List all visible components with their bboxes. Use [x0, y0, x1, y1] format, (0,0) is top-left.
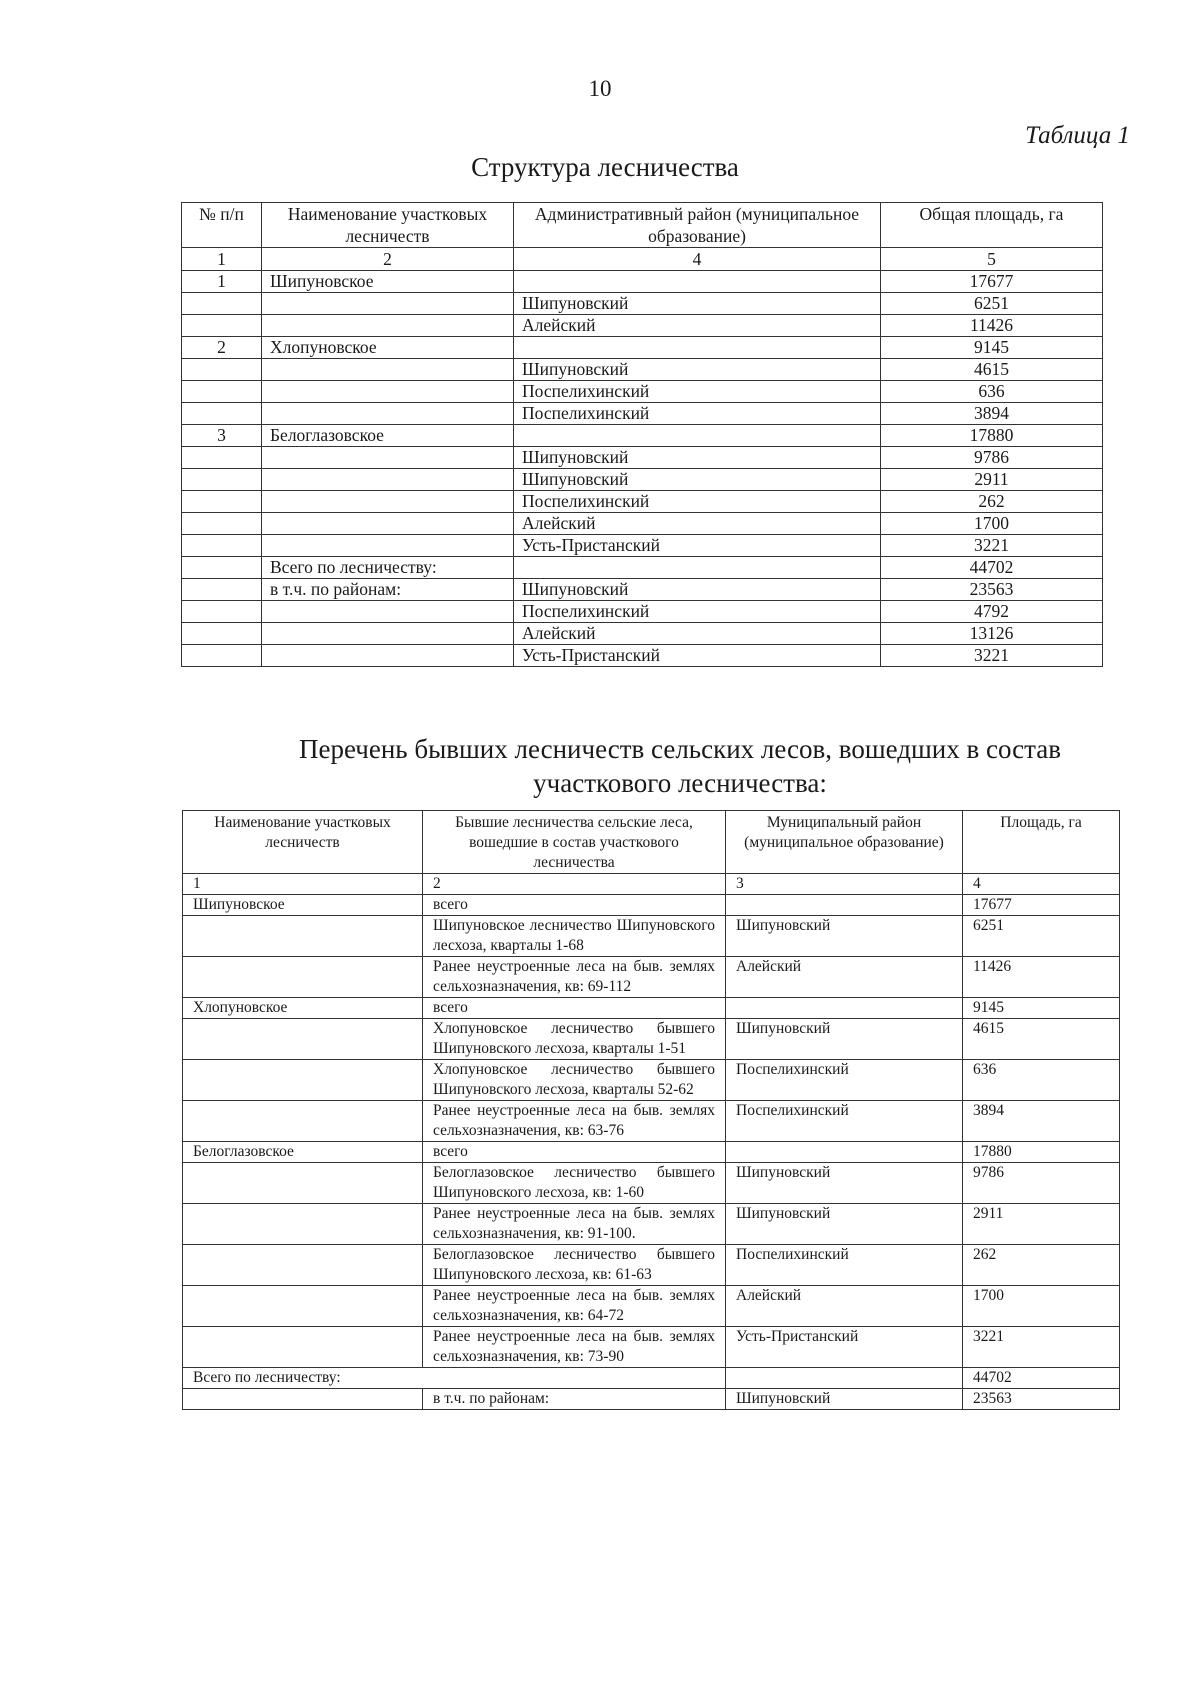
table2-header-cell: Наименование участковых лесничеств	[183, 811, 423, 874]
table2-cell: 17880	[963, 1142, 1120, 1163]
table1-cell: Поспелихинский	[514, 601, 881, 623]
table-row	[183, 1327, 1120, 1368]
table-row	[182, 271, 1103, 293]
table1-cell	[182, 513, 262, 535]
table2-cell: всего	[423, 1142, 726, 1163]
table2-cell: Хлопуновское лесничество бывшего Шипуновского лесхоза, кварталы 1-51	[423, 1019, 726, 1060]
table1-cell: Усть-Пристанский	[514, 535, 881, 557]
table2-cell	[183, 957, 423, 998]
table1-cell: 13126	[881, 623, 1103, 645]
table1-cell	[262, 315, 514, 337]
table1-number-cell: 1	[182, 248, 262, 271]
table2-cell: Белоглазовское	[183, 1142, 423, 1163]
table1-cell: Шипуновское	[262, 271, 514, 293]
table1-cell: Белоглазовское	[262, 425, 514, 447]
table2-cell	[183, 916, 423, 957]
table1-cell	[182, 359, 262, 381]
table2-cell	[726, 1368, 963, 1389]
table1-cell	[262, 645, 514, 667]
table1-cell	[182, 645, 262, 667]
table2-cell: 9786	[963, 1163, 1120, 1204]
table2-cell: 4615	[963, 1019, 1120, 1060]
table2-cell	[183, 1163, 423, 1204]
table2-cell: Шипуновский	[726, 1204, 963, 1245]
table2-cell: Ранее неустроенные леса на быв. землях сельхозназначения, кв: 64-72	[423, 1286, 726, 1327]
table1-header-cell: Наименование участковых лесничеств	[262, 203, 514, 248]
table1-cell	[182, 403, 262, 425]
table1-cell	[262, 381, 514, 403]
table-row	[182, 535, 1103, 557]
table-row	[182, 359, 1103, 381]
table1-cell: 262	[881, 491, 1103, 513]
table-row	[183, 957, 1120, 998]
table2-cell	[726, 895, 963, 916]
table1-cell: в т.ч. по районам:	[262, 579, 514, 601]
table1-cell: Поспелихинский	[514, 491, 881, 513]
table2-cell: 1700	[963, 1286, 1120, 1327]
table1-cell: 23563	[881, 579, 1103, 601]
table1-cell: Всего по лесничеству:	[262, 557, 514, 579]
table1-cell	[182, 293, 262, 315]
table1-cell: 4792	[881, 601, 1103, 623]
table2-header-cell: Муниципальный район (муниципальное образование)	[726, 811, 963, 874]
table1-cell	[182, 469, 262, 491]
table1-cell	[262, 513, 514, 535]
table1-cell: Поспелихинский	[514, 381, 881, 403]
table-row	[182, 381, 1103, 403]
table1-cell: 6251	[881, 293, 1103, 315]
table-row	[183, 1245, 1120, 1286]
table1-cell	[514, 557, 881, 579]
table2-cell	[183, 1286, 423, 1327]
table2-total-row	[183, 1368, 1120, 1389]
table2-cell: всего	[423, 998, 726, 1019]
table-row	[182, 293, 1103, 315]
table-row	[182, 337, 1103, 359]
table2-cell	[726, 998, 963, 1019]
table-label: Таблица 1	[1025, 122, 1130, 149]
table1-cell	[182, 447, 262, 469]
table1-cell: 17880	[881, 425, 1103, 447]
table2-district-name: Шипуновский	[726, 1389, 963, 1410]
table2-cell	[183, 1245, 423, 1286]
table1-cell	[262, 293, 514, 315]
table1-cell	[514, 425, 881, 447]
table2-cell	[183, 1389, 423, 1410]
table-row	[182, 469, 1103, 491]
table2-cell: Ранее неустроенные леса на быв. землях сельхозназначения, кв: 63-76	[423, 1101, 726, 1142]
table2-cell	[183, 1060, 423, 1101]
table1-cell: Шипуновский	[514, 469, 881, 491]
table1-cell	[262, 601, 514, 623]
table1-cell	[182, 601, 262, 623]
table1-cell: 9145	[881, 337, 1103, 359]
table2-cell: Шипуновское лесничество Шипуновского лесхоза, кварталы 1-68	[423, 916, 726, 957]
table-row	[182, 557, 1103, 579]
table2-cell: Хлопуновское лесничество бывшего Шипуновского лесхоза, кварталы 52-62	[423, 1060, 726, 1101]
table2-cell: 2911	[963, 1204, 1120, 1245]
table2-body	[183, 895, 1120, 1368]
table1-cell	[514, 271, 881, 293]
table1-cell: Хлопуновское	[262, 337, 514, 359]
table2-cell: всего	[423, 895, 726, 916]
table2-cell: Усть-Пристанский	[726, 1327, 963, 1368]
table1-cell: Шипуновский	[514, 579, 881, 601]
table2-district-row	[183, 1389, 1120, 1410]
table2-cell: Белоглазовское лесничество бывшего Шипуновского лесхоза, кв: 1-60	[423, 1163, 726, 1204]
table1-cell	[262, 447, 514, 469]
table2-cell: 11426	[963, 957, 1120, 998]
table-row	[183, 916, 1120, 957]
table2-cell	[183, 1019, 423, 1060]
table1-header-cell: Административный район (муниципальное образование)	[514, 203, 881, 248]
table2-header-cell: Бывшие лесничества сельские леса, вошедшие в состав участкового лесничества	[423, 811, 726, 874]
table-row	[182, 513, 1103, 535]
table1-cell: Шипуновский	[514, 293, 881, 315]
table1-cell	[262, 491, 514, 513]
table1-number-cell: 4	[514, 248, 881, 271]
table2-cell: 3221	[963, 1327, 1120, 1368]
table-row	[183, 1204, 1120, 1245]
table1-cell: Шипуновский	[514, 447, 881, 469]
table1-cell	[182, 557, 262, 579]
table-row	[183, 1142, 1120, 1163]
table1-cell: 3	[182, 425, 262, 447]
table1-cell	[262, 359, 514, 381]
table1-cell	[182, 491, 262, 513]
table2-cell	[183, 1101, 423, 1142]
table2-number-cell: 4	[963, 874, 1120, 895]
table1-cell: Алейский	[514, 315, 881, 337]
table1-cell: 1	[182, 271, 262, 293]
table2-cell: Шипуновский	[726, 1019, 963, 1060]
table2-cell: Алейский	[726, 957, 963, 998]
table1-cell: 3221	[881, 645, 1103, 667]
table1-cell: 3221	[881, 535, 1103, 557]
table1-number-cell: 5	[881, 248, 1103, 271]
table1-cell	[262, 403, 514, 425]
table1-cell: Поспелихинский	[514, 403, 881, 425]
table1-cell: 17677	[881, 271, 1103, 293]
table1-number-cell: 2	[262, 248, 514, 271]
table2-cell: Ранее неустроенные леса на быв. землях сельхозназначения, кв: 69-112	[423, 957, 726, 998]
table-row	[183, 1163, 1120, 1204]
table-row	[183, 1101, 1120, 1142]
table1-cell	[262, 623, 514, 645]
table-row	[183, 895, 1120, 916]
table1-header-cell: № п/п	[182, 203, 262, 248]
table2-number-cell: 1	[183, 874, 423, 895]
table2-cell: Шипуновское	[183, 895, 423, 916]
table1-cell	[182, 315, 262, 337]
table2-cell: 262	[963, 1245, 1120, 1286]
table2-cell	[183, 1327, 423, 1368]
table2-total-label: Всего по лесничеству:	[183, 1368, 726, 1389]
table1-title: Структура лесничества	[471, 152, 739, 182]
table2-cell: Поспелихинский	[726, 1101, 963, 1142]
table1-cell: 44702	[881, 557, 1103, 579]
page-number: 10	[588, 76, 612, 101]
table2-cell: Шипуновский	[726, 916, 963, 957]
former-forestries-table	[182, 810, 1120, 1410]
table2-cell	[183, 1204, 423, 1245]
table2-district-label: в т.ч. по районам:	[423, 1389, 726, 1410]
table-row	[183, 1060, 1120, 1101]
forestry-structure-table	[181, 202, 1103, 667]
table2-cell: 6251	[963, 916, 1120, 957]
table1-cell	[514, 337, 881, 359]
table1-cell: Шипуновский	[514, 359, 881, 381]
table-row	[183, 998, 1120, 1019]
table-row	[182, 491, 1103, 513]
table2-cell: 636	[963, 1060, 1120, 1101]
table1-cell	[262, 535, 514, 557]
table1-cell: 2911	[881, 469, 1103, 491]
table-row	[182, 601, 1103, 623]
table-row	[182, 623, 1103, 645]
table2-cell: Поспелихинский	[726, 1060, 963, 1101]
table2-cell: Белоглазовское лесничество бывшего Шипуновского лесхоза, кв: 61-63	[423, 1245, 726, 1286]
table2-cell: Поспелихинский	[726, 1245, 963, 1286]
table1-cell	[182, 579, 262, 601]
table1-number-row	[182, 248, 1103, 271]
table2-number-row	[183, 874, 1120, 895]
table-row	[182, 315, 1103, 337]
table1-body	[182, 271, 1103, 667]
table2-district-value: 23563	[963, 1389, 1120, 1410]
table2-cell: Ранее неустроенные леса на быв. землях сельхозназначения, кв: 73-90	[423, 1327, 726, 1368]
table2-header-cell: Площадь, га	[963, 811, 1120, 874]
table2-total-value: 44702	[963, 1368, 1120, 1389]
table1-cell: 4615	[881, 359, 1103, 381]
table2-cell: 9145	[963, 998, 1120, 1019]
table1-cell: 11426	[881, 315, 1103, 337]
table2-cell: Алейский	[726, 1286, 963, 1327]
table1-cell: Алейский	[514, 513, 881, 535]
table1-cell	[182, 623, 262, 645]
table1-cell: 636	[881, 381, 1103, 403]
table1-header-cell: Общая площадь, га	[881, 203, 1103, 248]
table2-header-row	[183, 811, 1120, 874]
table-row	[183, 1286, 1120, 1327]
table2-number-cell: 2	[423, 874, 726, 895]
table1-cell: 1700	[881, 513, 1103, 535]
table2-cell: Шипуновский	[726, 1163, 963, 1204]
table-row	[182, 645, 1103, 667]
table2-cell: 3894	[963, 1101, 1120, 1142]
table2-cell: Ранее неустроенные леса на быв. землях сельхозназначения, кв: 91-100.	[423, 1204, 726, 1245]
table1-cell: Алейский	[514, 623, 881, 645]
table-row	[183, 1019, 1120, 1060]
table1-cell: 2	[182, 337, 262, 359]
table1-cell: 9786	[881, 447, 1103, 469]
table2-cell	[726, 1142, 963, 1163]
table1-cell: Усть-Пристанский	[514, 645, 881, 667]
table1-cell	[262, 469, 514, 491]
table1-cell	[182, 535, 262, 557]
table-row	[182, 447, 1103, 469]
table-row	[182, 425, 1103, 447]
table2-number-cell: 3	[726, 874, 963, 895]
table2-cell: Хлопуновское	[183, 998, 423, 1019]
table1-cell	[182, 381, 262, 403]
table2-title: Перечень бывших лесничеств сельских лесов, вошедших в состав участкового лесничества:	[299, 734, 1061, 798]
table-row	[182, 403, 1103, 425]
table1-cell: 3894	[881, 403, 1103, 425]
table-row	[182, 579, 1103, 601]
table2-cell: 17677	[963, 895, 1120, 916]
table1-header-row	[182, 203, 1103, 248]
